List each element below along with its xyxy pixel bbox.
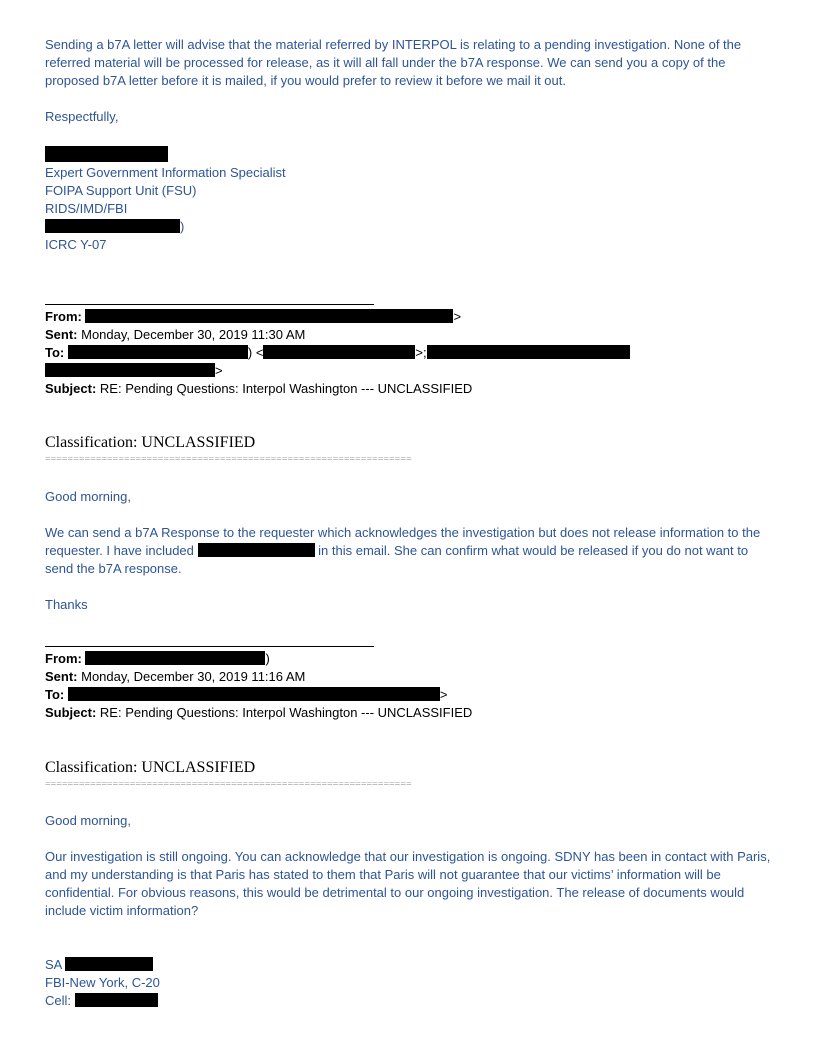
header-separator-2 [45,646,374,647]
email1-subject: Subject: RE: Pending Questions: Interpol Washington --- UNCLASSIFIED [45,381,473,396]
signature-unit: FOIPA Support Unit (FSU) [45,183,197,198]
email1-from: From: > [45,309,462,324]
email2-body: Our investigation is still ongoing. You can acknowledge that our investigation is ongoing. SDNY has been in contact with Paris, and my understanding is that Paris has stated to them that Paris will not guarantee that our victims’ information will be confidential. For obvious reasons, this would be detrimental to our ongoing investigation. The release of documents would include victim information? [45,849,771,918]
signature-location: ICRC Y-07 [45,237,107,252]
email1-body: We can send a b7A Response to the requester which acknowledges the investigation but does not release information to the requester. I have included in this email. She can confirm what would be released if you do not want to send the b7A response. [45,525,761,576]
email1-to: To: ) < >; [45,344,630,362]
email2-classification: Classification: UNCLASSIFIED [45,759,256,776]
signature2-unit: FBI-New York, C-20 [45,975,160,990]
header-separator [45,304,374,305]
redacted-name [45,146,168,165]
email1-to-cont: > [45,362,223,380]
email1-sent: Sent: Monday, December 30, 2019 11:30 AM [45,327,306,342]
email1-signoff: Thanks [45,597,88,612]
email2-divider: ================================================================= [45,779,412,790]
email2-from: From: ) [45,651,270,666]
email1-greeting: Good morning, [45,489,131,504]
email1-classification: Classification: UNCLASSIFIED [45,434,256,451]
email2-sent: Sent: Monday, December 30, 2019 11:16 AM [45,669,306,684]
intro-paragraph: Sending a b7A letter will advise that the material referred by INTERPOL is relating to a pending investigation. None of the referred material will be processed for release, as it will all fall under the b7A response. We can send you a copy of the proposed b7A letter before it is mailed, if you would prefer to review it before we mail it out. [45,37,742,88]
signature2-name: SA [45,956,153,974]
email2-greeting: Good morning, [45,813,131,828]
closing-text: Respectfully, [45,109,119,124]
signature2-cell: Cell: [45,992,158,1010]
email2-to: To: > [45,687,448,702]
email1-divider: ================================================================= [45,454,412,465]
redacted-phone [45,219,180,233]
signature-title: Expert Government Information Specialist [45,165,286,180]
signature-phone: ) [45,218,184,236]
email2-subject: Subject: RE: Pending Questions: Interpol Washington --- UNCLASSIFIED [45,705,473,720]
signature-org: RIDS/IMD/FBI [45,201,128,216]
